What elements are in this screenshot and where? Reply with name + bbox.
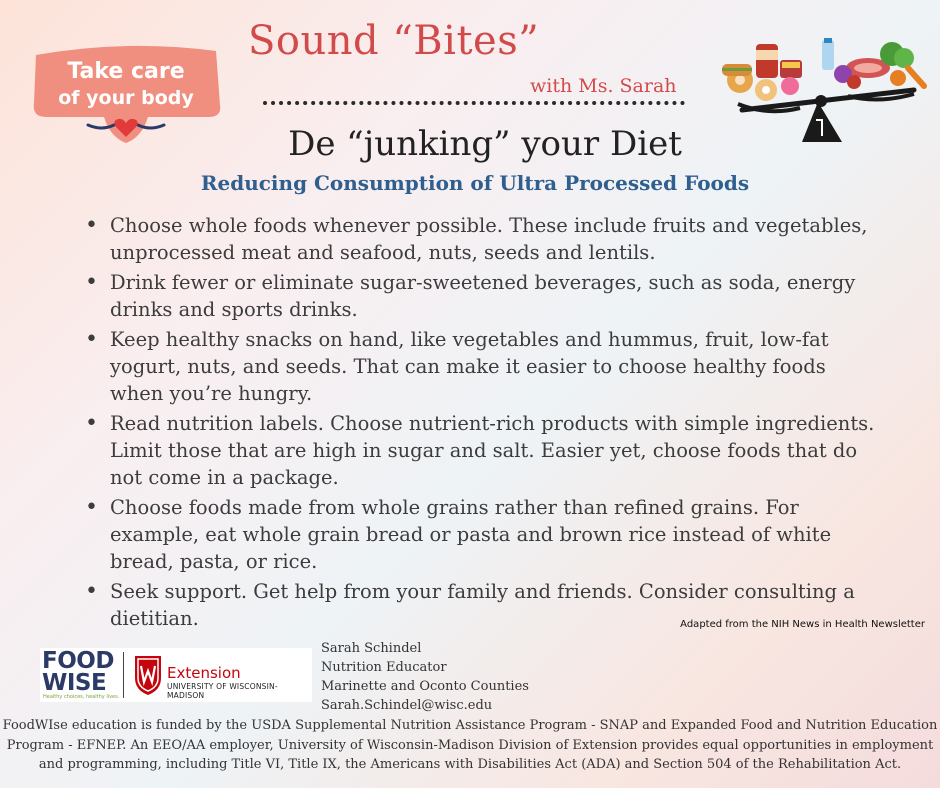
funding-disclaimer bbox=[0, 716, 940, 775]
list-item: • Seek support. Get help from your family and friends. Consider consulting a dietitian. bbox=[85, 578, 875, 632]
foodwise-logo-line-1: FOOD bbox=[42, 648, 114, 674]
list-item: • Drink fewer or eliminate sugar-sweetened beverages, such as soda, energy drinks and sports drinks. bbox=[85, 269, 875, 323]
disclaimer-line-1: FoodWIse education is funded by the USDA Supplemental Nutrition Assistance Program - SNAP and Expanded Food and Nutrition Education bbox=[2, 718, 938, 733]
source-note: Adapted from the NIH News in Health Newsletter bbox=[680, 619, 925, 630]
logo-divider bbox=[123, 652, 124, 698]
article-subheadline: Reducing Consumption of Ultra Processed Foods bbox=[200, 171, 750, 195]
contact-region: Marinette and Oconto Counties bbox=[321, 679, 529, 694]
list-item: • Keep healthy snacks on hand, like vegetables and hummus, fruit, low-fat yogurt, nuts, and seeds. That can make it easier to choose healthy foods when you’re hungry. bbox=[85, 326, 875, 407]
sponsor-logos bbox=[40, 648, 312, 702]
list-item: • Read nutrition labels. Choose nutrient-rich products with simple ingredients. Limit those that are high in sugar and salt. Easier yet, choose foods that do not come in a package. bbox=[85, 410, 875, 491]
tips-list bbox=[85, 212, 875, 635]
foodwise-tagline: Healthy choices, healthy lives. bbox=[43, 694, 120, 700]
badge-line-1: Take care bbox=[67, 59, 185, 84]
contact-email: Sarah.Schindel@wisc.edu bbox=[321, 698, 493, 713]
disclaimer-line-2: Program - EFNEP. An EEO/AA employer, University of Wisconsin-Madison Division of Extension provides equal opportunities in employment bbox=[6, 737, 934, 753]
disclaimer-line-3: and programming, including Title VI, Title IX, the Americans with Disabilities Act (ADA) and Section 504 of the Rehabilitation Act. bbox=[38, 757, 902, 772]
contact-name: Sarah Schindel bbox=[321, 641, 422, 656]
contact-role: Nutrition Educator bbox=[321, 660, 447, 675]
foodwise-logo-line-2: WISE bbox=[42, 670, 107, 696]
list-item: • Choose whole foods whenever possible. These include fruits and vegetables, unprocessed meat and seafood, nuts, seeds and lentils. bbox=[85, 212, 875, 266]
newsletter-title: Sound “Bites” bbox=[248, 18, 540, 64]
list-item: • Choose foods made from whole grains rather than refined grains. For example, eat whole grain bread or pasta and brown rice instead of white bread, pasta, or rice. bbox=[85, 494, 875, 575]
contact-block bbox=[321, 639, 529, 715]
byline: with Ms. Sarah bbox=[530, 75, 677, 97]
extension-wordmark: Extension bbox=[167, 664, 241, 682]
uw-crest-icon bbox=[133, 652, 163, 696]
dotted-divider bbox=[263, 101, 685, 105]
article-headline: De “junking” your Diet bbox=[288, 124, 682, 164]
university-name: UNIVERSITY OF WISCONSIN-MADISON bbox=[167, 682, 278, 700]
badge-line-2: of your body bbox=[58, 87, 194, 109]
